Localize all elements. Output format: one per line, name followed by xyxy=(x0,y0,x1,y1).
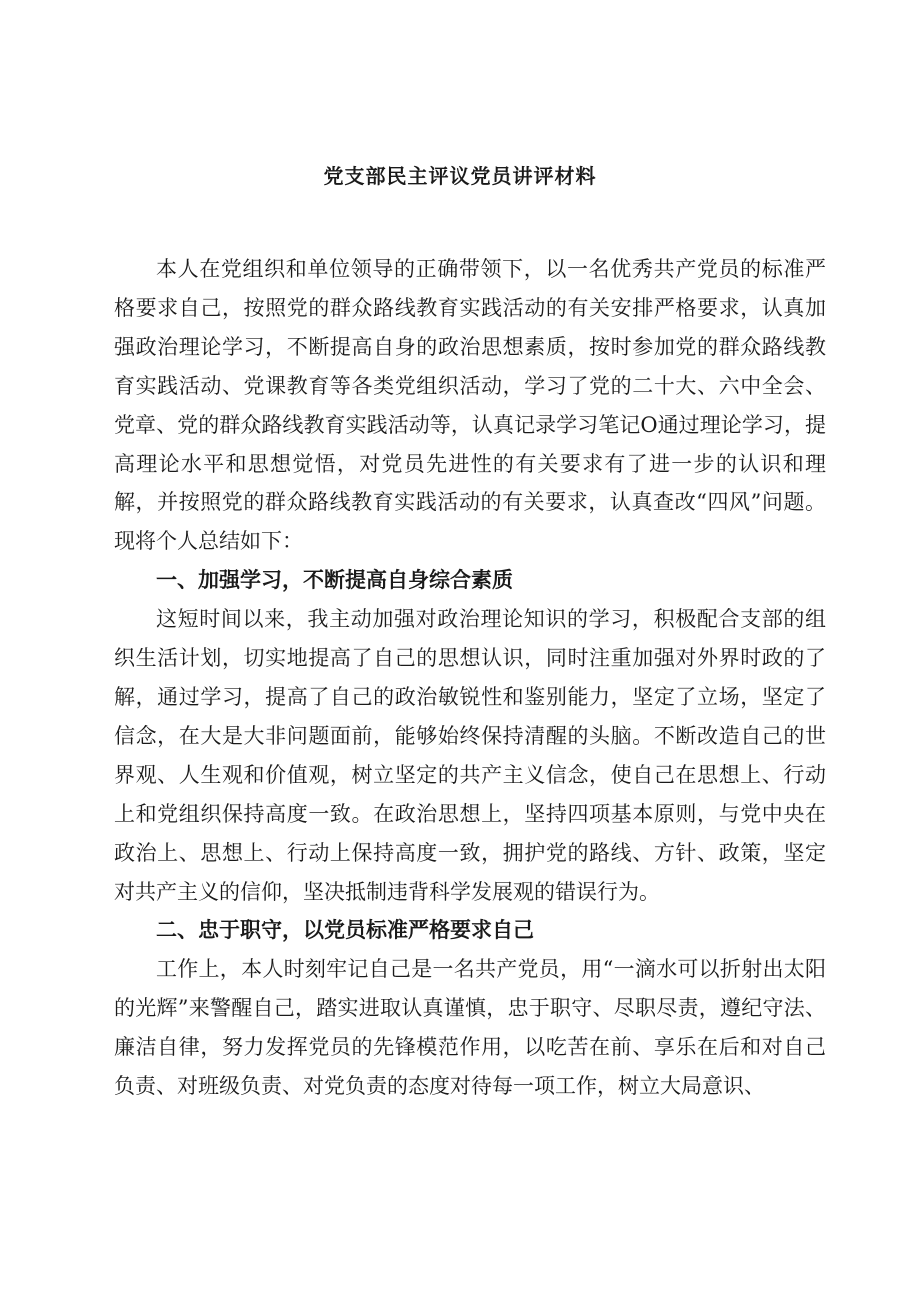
document-title: 党支部民主评议党员讲评材料 xyxy=(323,164,597,188)
intro-paragraph: 本人在党组织和单位领导的正确带领下，以一名优秀共产党员的标准严格要求自己，按照党的群众路线教育实践活动的有关安排严格要求，认真加强政治理论学习，不断提高自身的政治思想素质，按时参加党的群众路线教育实践活动、党课教育等各类党组织活动，学习了党的二十大、六中全会、党章、党的群众路线教育实践活动等，认真记录学习笔记O通过理论学习，提高理论水平和思想觉悟，对党员先进性的有关要求有了进一步的认识和理解，并按照党的群众路线教育实践活动的有关要求，认真查改“四风”问题。现将个人总结如下： xyxy=(114,257,826,554)
document-body xyxy=(114,250,826,1106)
section-heading-1: 一、加强学习，不断提高自身综合素质 xyxy=(156,568,513,593)
section-1-paragraph: 这短时间以来，我主动加强对政治理论知识的学习，积极配合支部的组织生活计划，切实地提高了自己的思想认识，同时注重加强对外界时政的了解，通过学习，提高了自己的政治敏锐性和鉴别能力，坚定了立场，坚定了信念，在大是大非问题面前，能够始终保持清醒的头脑。不断改造自己的世界观、人生观和价值观，树立坚定的共产主义信念，使自己在思想上、行动上和党组织保持高度一致。在政治思想上，坚持四项基本原则，与党中央在政治上、思想上、行动上保持高度一致，拥护党的路线、方针、政策，坚定对共产主义的信仰，坚决抵制违背科学发展观的错误行为。 xyxy=(114,607,826,904)
section-2-paragraph: 工作上，本人时刻牢记自己是一名共产党员，用“一滴水可以折射出太阳的光辉”来警醒自己，踏实进取认真谨慎，忠于职守、尽职尽责，遵纪守法、廉洁自律，努力发挥党员的先锋模范作用，以吃苦在前、享乐在后和对自己负责、对班级负责、对党负责的态度对待每一项工作，树立大局意识、 xyxy=(114,957,826,1099)
section-heading-2: 二、忠于职守，以党员标准严格要求自己 xyxy=(156,918,534,943)
